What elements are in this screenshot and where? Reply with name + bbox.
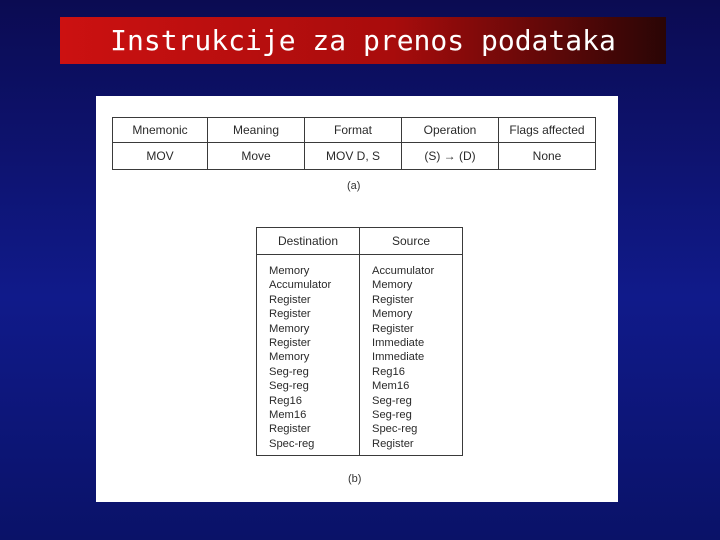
destination-item: Reg16 xyxy=(269,394,302,407)
cell-format: MOV D, S xyxy=(305,143,402,170)
destination-column xyxy=(257,255,360,456)
caption-a: (a) xyxy=(347,180,361,192)
slide-title-bar xyxy=(60,17,666,64)
source-item: Memory xyxy=(372,279,413,292)
destination-item: Memory xyxy=(269,351,310,364)
table-header-row xyxy=(113,118,596,143)
cell-operation: (S) → (D) xyxy=(402,143,499,170)
caption-b: (b) xyxy=(348,473,362,485)
header-flags-affected: Flags affected xyxy=(499,118,596,143)
mov-instruction-table xyxy=(112,117,596,170)
destination-item: Register xyxy=(269,423,311,436)
header-meaning: Meaning xyxy=(208,118,305,143)
source-item: Memory xyxy=(372,308,413,321)
destination-item: Register xyxy=(269,293,311,306)
header-format: Format xyxy=(305,118,402,143)
source-item: Seg-reg xyxy=(372,409,412,422)
source-item: Register xyxy=(372,437,414,450)
destination-item: Accumulator xyxy=(269,279,332,292)
table-header-row xyxy=(257,228,463,255)
source-item: Accumulator xyxy=(372,265,435,277)
header-source: Source xyxy=(360,228,463,255)
slide-title: Instrukcije za prenos podataka xyxy=(110,24,616,57)
header-mnemonic: Mnemonic xyxy=(113,118,208,143)
header-operation: Operation xyxy=(402,118,499,143)
cell-meaning: Move xyxy=(208,143,305,170)
destination-item: Spec-reg xyxy=(269,437,315,450)
destination-item: Mem16 xyxy=(269,409,307,422)
source-item: Immediate xyxy=(372,337,425,350)
destination-item: Register xyxy=(269,337,311,350)
source-item: Spec-reg xyxy=(372,423,418,436)
source-item: Reg16 xyxy=(372,365,405,378)
source-column xyxy=(360,255,463,456)
destination-item: Memory xyxy=(269,265,310,277)
source-item: Mem16 xyxy=(372,380,410,393)
destination-item: Seg-reg xyxy=(269,380,309,393)
destination-item: Memory xyxy=(269,322,310,335)
table-row xyxy=(257,255,463,456)
operand-combinations-table xyxy=(256,227,463,456)
scanned-figure xyxy=(96,96,618,502)
source-item: Register xyxy=(372,322,414,335)
table-row xyxy=(113,143,596,170)
destination-item: Seg-reg xyxy=(269,365,309,378)
source-item: Immediate xyxy=(372,351,425,364)
header-destination: Destination xyxy=(257,228,360,255)
destination-item: Register xyxy=(269,308,311,321)
source-item: Seg-reg xyxy=(372,394,412,407)
source-item: Register xyxy=(372,293,414,306)
cell-mnemonic: MOV xyxy=(113,143,208,170)
cell-flags-affected: None xyxy=(499,143,596,170)
